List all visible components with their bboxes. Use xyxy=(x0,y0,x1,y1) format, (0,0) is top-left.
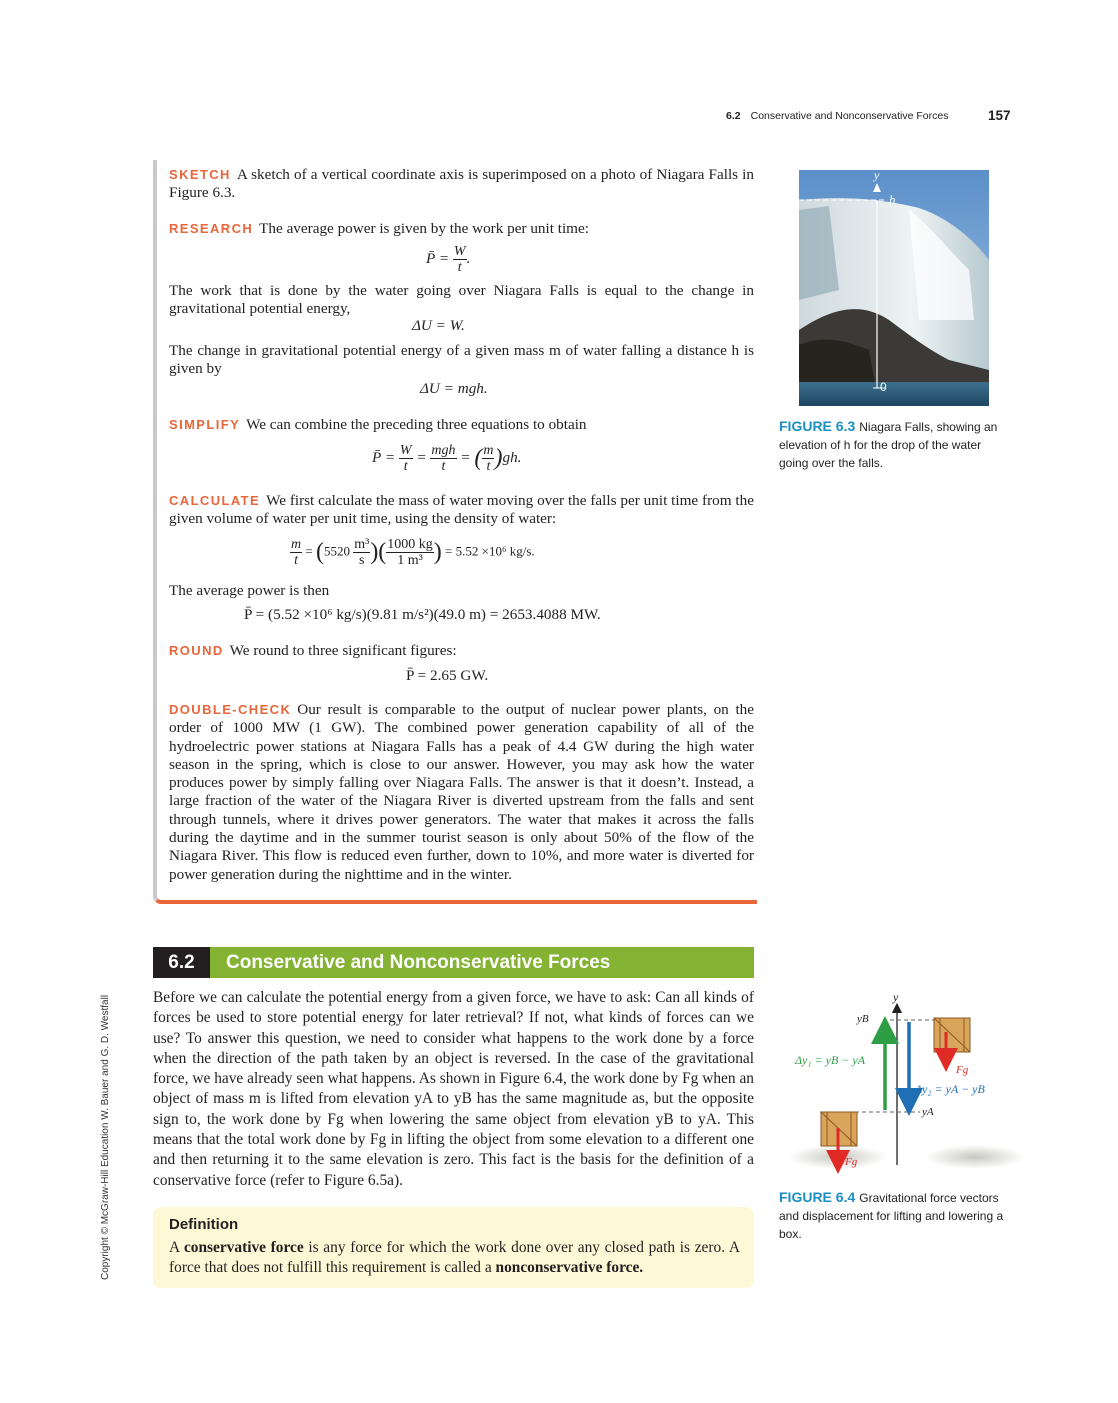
research-paragraph: RESEARCH The average power is given by the work per unit time: xyxy=(169,220,589,237)
round-paragraph: ROUND We round to three significant figures: xyxy=(169,642,457,659)
figure-6-4-caption: FIGURE 6.4 Gravitational force vectors and displacement for lifting and lowering a box. xyxy=(779,1189,1004,1241)
page-number: 157 xyxy=(988,108,1011,123)
equation-energy-mgh: ΔU = mgh. xyxy=(420,380,488,397)
figure-6-4-number: FIGURE 6.4 xyxy=(779,1189,856,1205)
body-paragraph: Before we can calculate the potential energy from a given force, we have to ask: Can all kinds of forces be used to store potential energy for later retrieval? If not, what kinds of forces can we use? To answer this question, we need to consider what happens to the work done by a force when the direction of the path taken by an object is reversed. In the case of the gravitational force, we have already seen what happens. As shown in Figure 6.4, the work done by Fg when an object of mass m is lifted from elevation yA to yB has the same magnitude as, but the opposite sign to, the work done by Fg when lowering the same object from elevation yB to yA. This means that the total work done by Fg in lifting the object from some elevation to a different one and then returning it to the same elevation is zero. This fact is the basis for the definition of a conservative force (refer to Figure 6.5a). xyxy=(153,989,754,1189)
gravitational-force-diagram xyxy=(780,990,1040,1180)
sketch-paragraph: SKETCH A sketch of a vertical coordinate axis is superimposed on a photo of Niagara Falls in Figure 6.3. xyxy=(169,166,754,202)
section-number: 6.2 xyxy=(153,947,210,978)
calculate-label: CALCULATE xyxy=(169,493,261,508)
equation-rounded: P̄ = 2.65 GW. xyxy=(406,667,489,684)
calculate-paragraph: CALCULATE We first calculate the mass of water moving over the falls per unit time from the given volume of water per unit time, using the density of water: xyxy=(169,492,754,528)
fig63-axis-y: y xyxy=(874,168,880,182)
round-label: ROUND xyxy=(169,643,224,658)
running-header xyxy=(726,110,948,122)
term-nonconservative-force: nonconservative force. xyxy=(495,1259,644,1276)
header-section-number: 6.2 xyxy=(726,110,741,122)
research-paragraph-3: The change in gravitational potential energy of a given mass m of water falling a distance h is given by xyxy=(169,342,754,378)
header-section-title: Conservative and Nonconservative Forces xyxy=(750,110,949,122)
fig64-force-lower: Fg xyxy=(845,1156,858,1168)
fig64-force-upper: Fg xyxy=(956,1064,969,1076)
research-paragraph-2: The work that is done by the water going over Niagara Falls is equal to the change in gravitational potential energy, xyxy=(169,282,754,318)
research-label: RESEARCH xyxy=(169,221,254,236)
equation-combined: P̄ = $\frac{W}{t}$ = $\frac{\text{mgh}}{t}$ = ( $\frac{m}{t}$ )gh. xyxy=(372,443,522,474)
equation-energy-work: ΔU = W. xyxy=(412,317,465,334)
double-check-paragraph: DOUBLE-CHECK Our result is comparable to the output of nuclear power plants, on the order of 1000 MW (1 GW). The combined power generation capability of all of the hydroelectric power stations at Niagara Falls has a peak of 4.4 GW during the high water season in the spring, which is close to our answer. However, you may ask how the water produces power by simply falling over Niagara Falls. The answer is that it doesn’t. Instead, a large fraction of the water of the Niagara River is diverted upstream from the falls and sent through tunnels, where it drives power generators. The water that makes it across the falls during the daytime and in the summer tourist season is only about 50% of the flow of the Niagara River. This flow is reduced even further, down to 10%, and more water is diverted for power generation during the nighttime and in the winter. xyxy=(169,701,754,883)
fig64-label-yA: yA xyxy=(922,1106,934,1118)
section-title: Conservative and Nonconservative Forces xyxy=(226,952,611,973)
fig63-label-h: h xyxy=(889,192,896,207)
equation-mass-flow: $\frac{m}{t}$ = (5520 $\frac{\text{m³}}{s}$ )( $\frac{1000 kg}{\text{1 m³}}$ ) = 5.52 ×10⁶ kg/s. xyxy=(291,537,535,568)
fig63-label-zero: 0 xyxy=(880,380,887,394)
figure-6-3-caption: FIGURE 6.3 Niagara Falls, showing an elevation of h for the drop of the water going over the falls. xyxy=(779,418,998,470)
sketch-label: SKETCH xyxy=(169,167,231,182)
fig64-delta-y2: Δy₂ = yA − yB xyxy=(915,1082,985,1096)
equation-power-result: P̄ = (5.52 ×10⁶ kg/s)(9.81 m/s²)(49.0 m) = 2653.4088 MW. xyxy=(244,606,601,623)
definition-text: A conservative force is any force for which the work done over any closed path is zero. A force that does not fulfill this requirement is called a nonconservative force. xyxy=(169,1239,740,1276)
simplify-label: SIMPLIFY xyxy=(169,417,241,432)
simplify-paragraph: SIMPLIFY We can combine the preceding three equations to obtain xyxy=(169,416,587,433)
figure-6-3-number: FIGURE 6.3 xyxy=(779,418,856,434)
fig64-delta-y1: Δy₁ = yB − yA xyxy=(795,1053,866,1067)
box-upper xyxy=(934,1018,970,1052)
fig64-label-yB: yB xyxy=(857,1013,869,1025)
definition-title: Definition xyxy=(169,1216,239,1233)
double-check-label: DOUBLE-CHECK xyxy=(169,702,292,717)
term-conservative-force: conservative force xyxy=(183,1239,304,1256)
fig64-axis-y: y xyxy=(893,990,899,1004)
calculate-paragraph-2: The average power is then xyxy=(169,582,330,599)
equation-power-definition: P̄ = $\frac{W}{t}$ . xyxy=(426,244,471,275)
copyright-notice: Copyright © McGraw-Hill Education W. Bauer and G. D. Westfall xyxy=(100,994,111,1280)
